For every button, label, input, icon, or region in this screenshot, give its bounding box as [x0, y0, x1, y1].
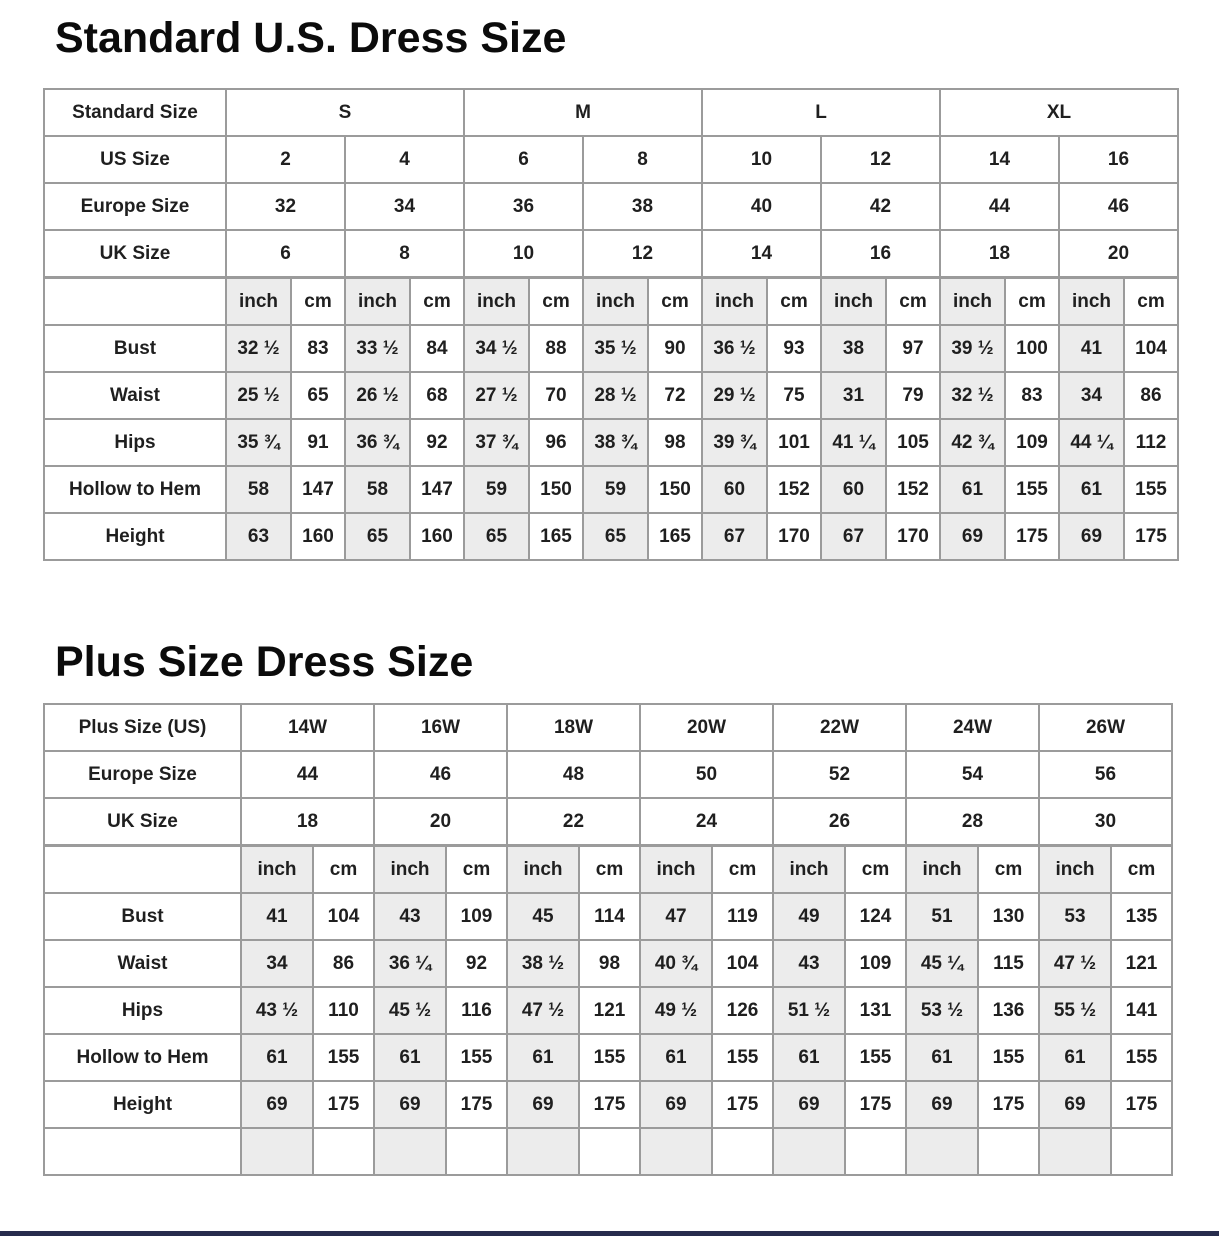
- measurement-inch-cell: 51: [906, 893, 978, 940]
- measurement-cm-cell: 160: [410, 513, 464, 560]
- empty-row-label: [44, 1128, 241, 1175]
- size-group-header: 20W: [640, 704, 773, 751]
- size-value-cell: 38: [583, 183, 702, 230]
- size-group-header: M: [464, 89, 702, 136]
- row-label-hips: Hips: [44, 987, 241, 1034]
- table-row: [44, 893, 1172, 940]
- measurement-cm-cell: 155: [579, 1034, 640, 1081]
- measurement-inch-cell: 69: [773, 1081, 845, 1128]
- size-value-cell: 12: [583, 230, 702, 278]
- size-value-cell: 2: [226, 136, 345, 183]
- measurement-inch-cell: 38 ¾: [583, 419, 648, 466]
- standard-size-chart-title: Standard U.S. Dress Size: [55, 14, 567, 62]
- measurement-cm-cell: 105: [886, 419, 940, 466]
- measurement-inch-cell: 67: [702, 513, 767, 560]
- measurement-inch-cell: 41: [1059, 325, 1124, 372]
- measurement-cm-cell: 121: [579, 987, 640, 1034]
- row-label-waist: Waist: [44, 372, 226, 419]
- unit-header-cm: cm: [410, 278, 464, 326]
- measurement-cm-cell: 160: [291, 513, 345, 560]
- unit-row-spacer: [44, 278, 226, 326]
- size-value-cell: 46: [1059, 183, 1178, 230]
- measurement-inch-cell: 29 ½: [702, 372, 767, 419]
- measurement-cm-cell: 147: [410, 466, 464, 513]
- measurement-inch-cell: 42 ¾: [940, 419, 1005, 466]
- unit-header-inch: inch: [507, 846, 579, 894]
- measurement-inch-cell: 43: [374, 893, 446, 940]
- empty-cell: [241, 1128, 313, 1175]
- size-value-cell: 48: [507, 751, 640, 798]
- size-value-cell: 50: [640, 751, 773, 798]
- measurement-cm-cell: 155: [446, 1034, 507, 1081]
- measurement-inch-cell: 51 ½: [773, 987, 845, 1034]
- measurement-cm-cell: 119: [712, 893, 773, 940]
- measurement-cm-cell: 175: [978, 1081, 1039, 1128]
- measurement-inch-cell: 61: [507, 1034, 579, 1081]
- measurement-cm-cell: 121: [1111, 940, 1172, 987]
- size-value-cell: 56: [1039, 751, 1172, 798]
- measurement-inch-cell: 27 ½: [464, 372, 529, 419]
- measurement-inch-cell: 47 ½: [1039, 940, 1111, 987]
- measurement-cm-cell: 98: [648, 419, 702, 466]
- measurement-inch-cell: 39 ¾: [702, 419, 767, 466]
- standard-size-table-container: [43, 88, 1179, 561]
- measurement-inch-cell: 34: [1059, 372, 1124, 419]
- size-value-cell: 22: [507, 798, 640, 846]
- measurement-cm-cell: 98: [579, 940, 640, 987]
- size-value-cell: 54: [906, 751, 1039, 798]
- measurement-cm-cell: 109: [446, 893, 507, 940]
- size-value-cell: 16: [821, 230, 940, 278]
- measurement-cm-cell: 131: [845, 987, 906, 1034]
- measurement-inch-cell: 61: [1059, 466, 1124, 513]
- table-row: [44, 1034, 1172, 1081]
- size-value-cell: 46: [374, 751, 507, 798]
- unit-header-cm: cm: [712, 846, 773, 894]
- measurement-cm-cell: 68: [410, 372, 464, 419]
- row-label-hollow-to-hem: Hollow to Hem: [44, 466, 226, 513]
- measurement-cm-cell: 92: [410, 419, 464, 466]
- unit-header-inch: inch: [1039, 846, 1111, 894]
- size-value-cell: 36: [464, 183, 583, 230]
- measurement-cm-cell: 126: [712, 987, 773, 1034]
- size-group-header: 22W: [773, 704, 906, 751]
- measurement-inch-cell: 41 ¼: [821, 419, 886, 466]
- size-value-cell: 10: [464, 230, 583, 278]
- measurement-cm-cell: 65: [291, 372, 345, 419]
- measurement-cm-cell: 175: [313, 1081, 374, 1128]
- unit-header-inch: inch: [821, 278, 886, 326]
- measurement-inch-cell: 36 ½: [702, 325, 767, 372]
- measurement-inch-cell: 58: [345, 466, 410, 513]
- measurement-inch-cell: 45 ½: [374, 987, 446, 1034]
- empty-cell: [446, 1128, 507, 1175]
- unit-header-inch: inch: [374, 846, 446, 894]
- table-row: [44, 466, 1178, 513]
- unit-header-cm: cm: [886, 278, 940, 326]
- measurement-inch-cell: 34 ½: [464, 325, 529, 372]
- size-group-header: L: [702, 89, 940, 136]
- measurement-cm-cell: 83: [291, 325, 345, 372]
- measurement-inch-cell: 36 ¾: [345, 419, 410, 466]
- measurement-cm-cell: 141: [1111, 987, 1172, 1034]
- row-label-standard-size: Standard Size: [44, 89, 226, 136]
- unit-header-inch: inch: [640, 846, 712, 894]
- measurement-cm-cell: 175: [712, 1081, 773, 1128]
- measurement-cm-cell: 165: [648, 513, 702, 560]
- measurement-cm-cell: 150: [648, 466, 702, 513]
- table-row: [44, 136, 1178, 183]
- unit-header-cm: cm: [313, 846, 374, 894]
- measurement-inch-cell: 43: [773, 940, 845, 987]
- table-row: [44, 704, 1172, 751]
- measurement-inch-cell: 61: [906, 1034, 978, 1081]
- measurement-inch-cell: 65: [464, 513, 529, 560]
- measurement-inch-cell: 43 ½: [241, 987, 313, 1034]
- table-row: [44, 798, 1172, 846]
- size-value-cell: 4: [345, 136, 464, 183]
- measurement-cm-cell: 175: [1124, 513, 1178, 560]
- measurement-inch-cell: 59: [583, 466, 648, 513]
- measurement-inch-cell: 63: [226, 513, 291, 560]
- size-value-cell: 18: [940, 230, 1059, 278]
- unit-header-inch: inch: [241, 846, 313, 894]
- measurement-inch-cell: 69: [940, 513, 1005, 560]
- row-label-hollow-to-hem: Hollow to Hem: [44, 1034, 241, 1081]
- row-label-bust: Bust: [44, 893, 241, 940]
- measurement-inch-cell: 44 ¼: [1059, 419, 1124, 466]
- size-value-cell: 14: [702, 230, 821, 278]
- measurement-inch-cell: 31: [821, 372, 886, 419]
- measurement-inch-cell: 47: [640, 893, 712, 940]
- measurement-cm-cell: 100: [1005, 325, 1059, 372]
- measurement-cm-cell: 155: [313, 1034, 374, 1081]
- measurement-cm-cell: 175: [1111, 1081, 1172, 1128]
- measurement-inch-cell: 58: [226, 466, 291, 513]
- row-label-europe-size: Europe Size: [44, 751, 241, 798]
- size-value-cell: 16: [1059, 136, 1178, 183]
- empty-cell: [640, 1128, 712, 1175]
- unit-header-inch: inch: [702, 278, 767, 326]
- measurement-cm-cell: 152: [886, 466, 940, 513]
- size-value-cell: 40: [702, 183, 821, 230]
- size-group-header: XL: [940, 89, 1178, 136]
- measurement-cm-cell: 72: [648, 372, 702, 419]
- table-row: [44, 372, 1178, 419]
- measurement-inch-cell: 39 ½: [940, 325, 1005, 372]
- unit-header-cm: cm: [1124, 278, 1178, 326]
- row-label-uk-size: UK Size: [44, 798, 241, 846]
- measurement-cm-cell: 114: [579, 893, 640, 940]
- measurement-inch-cell: 60: [702, 466, 767, 513]
- bottom-divider-bar: [0, 1231, 1219, 1236]
- row-label-us-size: US Size: [44, 136, 226, 183]
- measurement-inch-cell: 32 ½: [226, 325, 291, 372]
- measurement-cm-cell: 86: [1124, 372, 1178, 419]
- measurement-cm-cell: 104: [712, 940, 773, 987]
- measurement-cm-cell: 86: [313, 940, 374, 987]
- size-value-cell: 10: [702, 136, 821, 183]
- measurement-inch-cell: 65: [583, 513, 648, 560]
- measurement-cm-cell: 155: [1124, 466, 1178, 513]
- empty-cell: [313, 1128, 374, 1175]
- measurement-cm-cell: 84: [410, 325, 464, 372]
- measurement-cm-cell: 115: [978, 940, 1039, 987]
- empty-cell: [845, 1128, 906, 1175]
- measurement-inch-cell: 69: [507, 1081, 579, 1128]
- measurement-cm-cell: 147: [291, 466, 345, 513]
- measurement-inch-cell: 55 ½: [1039, 987, 1111, 1034]
- measurement-cm-cell: 136: [978, 987, 1039, 1034]
- table-row: [44, 1081, 1172, 1128]
- size-value-cell: 28: [906, 798, 1039, 846]
- measurement-inch-cell: 69: [241, 1081, 313, 1128]
- size-group-header: S: [226, 89, 464, 136]
- measurement-inch-cell: 32 ½: [940, 372, 1005, 419]
- measurement-inch-cell: 61: [640, 1034, 712, 1081]
- measurement-cm-cell: 155: [1005, 466, 1059, 513]
- unit-header-cm: cm: [1005, 278, 1059, 326]
- row-label-europe-size: Europe Size: [44, 183, 226, 230]
- unit-header-cm: cm: [978, 846, 1039, 894]
- unit-header-inch: inch: [583, 278, 648, 326]
- unit-header-inch: inch: [773, 846, 845, 894]
- unit-header-inch: inch: [464, 278, 529, 326]
- measurement-inch-cell: 37 ¾: [464, 419, 529, 466]
- row-label-hips: Hips: [44, 419, 226, 466]
- row-label-waist: Waist: [44, 940, 241, 987]
- unit-header-inch: inch: [906, 846, 978, 894]
- size-value-cell: 24: [640, 798, 773, 846]
- measurement-inch-cell: 35 ¾: [226, 419, 291, 466]
- table-row: [44, 513, 1178, 560]
- size-group-header: 26W: [1039, 704, 1172, 751]
- size-value-cell: 6: [464, 136, 583, 183]
- measurement-inch-cell: 69: [906, 1081, 978, 1128]
- measurement-cm-cell: 83: [1005, 372, 1059, 419]
- measurement-inch-cell: 33 ½: [345, 325, 410, 372]
- measurement-cm-cell: 155: [712, 1034, 773, 1081]
- measurement-inch-cell: 60: [821, 466, 886, 513]
- unit-header-inch: inch: [226, 278, 291, 326]
- row-label-uk-size: UK Size: [44, 230, 226, 278]
- size-value-cell: 8: [345, 230, 464, 278]
- empty-cell: [978, 1128, 1039, 1175]
- row-label-bust: Bust: [44, 325, 226, 372]
- row-label-plus-size-us: Plus Size (US): [44, 704, 241, 751]
- measurement-cm-cell: 79: [886, 372, 940, 419]
- empty-cell: [712, 1128, 773, 1175]
- measurement-inch-cell: 25 ½: [226, 372, 291, 419]
- measurement-inch-cell: 47 ½: [507, 987, 579, 1034]
- size-group-header: 24W: [906, 704, 1039, 751]
- measurement-inch-cell: 61: [1039, 1034, 1111, 1081]
- size-value-cell: 34: [345, 183, 464, 230]
- measurement-cm-cell: 91: [291, 419, 345, 466]
- measurement-inch-cell: 69: [374, 1081, 446, 1128]
- measurement-cm-cell: 170: [767, 513, 821, 560]
- size-value-cell: 14: [940, 136, 1059, 183]
- plus-size-table: [43, 703, 1173, 1176]
- standard-size-table: [43, 88, 1179, 561]
- measurement-cm-cell: 175: [1005, 513, 1059, 560]
- measurement-cm-cell: 175: [845, 1081, 906, 1128]
- unit-header-inch: inch: [940, 278, 1005, 326]
- table-row: [44, 325, 1178, 372]
- measurement-cm-cell: 101: [767, 419, 821, 466]
- unit-header-cm: cm: [845, 846, 906, 894]
- unit-header-cm: cm: [648, 278, 702, 326]
- size-value-cell: 6: [226, 230, 345, 278]
- size-value-cell: 30: [1039, 798, 1172, 846]
- unit-row-spacer: [44, 846, 241, 894]
- measurement-cm-cell: 175: [446, 1081, 507, 1128]
- measurement-inch-cell: 61: [374, 1034, 446, 1081]
- empty-cell: [1039, 1128, 1111, 1175]
- measurement-cm-cell: 175: [579, 1081, 640, 1128]
- size-value-cell: 20: [374, 798, 507, 846]
- empty-cell: [1111, 1128, 1172, 1175]
- size-group-header: 18W: [507, 704, 640, 751]
- measurement-cm-cell: 96: [529, 419, 583, 466]
- measurement-inch-cell: 36 ¼: [374, 940, 446, 987]
- measurement-inch-cell: 38: [821, 325, 886, 372]
- empty-cell: [507, 1128, 579, 1175]
- table-row: [44, 846, 1172, 894]
- measurement-cm-cell: 104: [1124, 325, 1178, 372]
- measurement-cm-cell: 97: [886, 325, 940, 372]
- empty-cell: [906, 1128, 978, 1175]
- measurement-inch-cell: 69: [1059, 513, 1124, 560]
- measurement-cm-cell: 93: [767, 325, 821, 372]
- measurement-inch-cell: 35 ½: [583, 325, 648, 372]
- table-row: [44, 89, 1178, 136]
- measurement-cm-cell: 155: [845, 1034, 906, 1081]
- row-label-height: Height: [44, 513, 226, 560]
- measurement-inch-cell: 41: [241, 893, 313, 940]
- measurement-cm-cell: 75: [767, 372, 821, 419]
- measurement-inch-cell: 69: [1039, 1081, 1111, 1128]
- measurement-cm-cell: 88: [529, 325, 583, 372]
- measurement-cm-cell: 70: [529, 372, 583, 419]
- unit-header-cm: cm: [579, 846, 640, 894]
- empty-cell: [773, 1128, 845, 1175]
- size-value-cell: 12: [821, 136, 940, 183]
- size-value-cell: 20: [1059, 230, 1178, 278]
- measurement-cm-cell: 90: [648, 325, 702, 372]
- table-row: [44, 419, 1178, 466]
- unit-header-cm: cm: [529, 278, 583, 326]
- measurement-inch-cell: 38 ½: [507, 940, 579, 987]
- measurement-inch-cell: 65: [345, 513, 410, 560]
- row-label-height: Height: [44, 1081, 241, 1128]
- measurement-inch-cell: 61: [940, 466, 1005, 513]
- measurement-inch-cell: 53: [1039, 893, 1111, 940]
- measurement-cm-cell: 170: [886, 513, 940, 560]
- measurement-cm-cell: 135: [1111, 893, 1172, 940]
- unit-header-cm: cm: [291, 278, 345, 326]
- measurement-cm-cell: 109: [845, 940, 906, 987]
- measurement-inch-cell: 45: [507, 893, 579, 940]
- measurement-inch-cell: 69: [640, 1081, 712, 1128]
- size-value-cell: 42: [821, 183, 940, 230]
- measurement-inch-cell: 49: [773, 893, 845, 940]
- table-row: [44, 1128, 1172, 1175]
- table-row: [44, 230, 1178, 278]
- table-row: [44, 278, 1178, 326]
- plus-size-chart-title: Plus Size Dress Size: [55, 638, 474, 686]
- measurement-cm-cell: 110: [313, 987, 374, 1034]
- measurement-inch-cell: 40 ¾: [640, 940, 712, 987]
- measurement-inch-cell: 28 ½: [583, 372, 648, 419]
- measurement-cm-cell: 109: [1005, 419, 1059, 466]
- unit-header-cm: cm: [1111, 846, 1172, 894]
- measurement-inch-cell: 53 ½: [906, 987, 978, 1034]
- measurement-inch-cell: 59: [464, 466, 529, 513]
- size-value-cell: 44: [241, 751, 374, 798]
- size-value-cell: 52: [773, 751, 906, 798]
- measurement-cm-cell: 165: [529, 513, 583, 560]
- measurement-inch-cell: 34: [241, 940, 313, 987]
- size-group-header: 14W: [241, 704, 374, 751]
- measurement-inch-cell: 61: [241, 1034, 313, 1081]
- table-row: [44, 940, 1172, 987]
- unit-header-inch: inch: [345, 278, 410, 326]
- empty-cell: [579, 1128, 640, 1175]
- empty-cell: [374, 1128, 446, 1175]
- table-row: [44, 987, 1172, 1034]
- measurement-inch-cell: 67: [821, 513, 886, 560]
- measurement-inch-cell: 26 ½: [345, 372, 410, 419]
- unit-header-cm: cm: [767, 278, 821, 326]
- measurement-cm-cell: 124: [845, 893, 906, 940]
- measurement-cm-cell: 130: [978, 893, 1039, 940]
- size-group-header: 16W: [374, 704, 507, 751]
- unit-header-cm: cm: [446, 846, 507, 894]
- measurement-inch-cell: 61: [773, 1034, 845, 1081]
- measurement-cm-cell: 155: [1111, 1034, 1172, 1081]
- measurement-cm-cell: 150: [529, 466, 583, 513]
- measurement-cm-cell: 112: [1124, 419, 1178, 466]
- size-value-cell: 26: [773, 798, 906, 846]
- table-row: [44, 183, 1178, 230]
- measurement-inch-cell: 45 ¼: [906, 940, 978, 987]
- size-value-cell: 32: [226, 183, 345, 230]
- measurement-cm-cell: 152: [767, 466, 821, 513]
- size-value-cell: 18: [241, 798, 374, 846]
- size-value-cell: 44: [940, 183, 1059, 230]
- table-row: [44, 751, 1172, 798]
- measurement-inch-cell: 49 ½: [640, 987, 712, 1034]
- measurement-cm-cell: 155: [978, 1034, 1039, 1081]
- unit-header-inch: inch: [1059, 278, 1124, 326]
- measurement-cm-cell: 116: [446, 987, 507, 1034]
- size-value-cell: 8: [583, 136, 702, 183]
- measurement-cm-cell: 92: [446, 940, 507, 987]
- plus-size-table-container: [43, 703, 1173, 1176]
- measurement-cm-cell: 104: [313, 893, 374, 940]
